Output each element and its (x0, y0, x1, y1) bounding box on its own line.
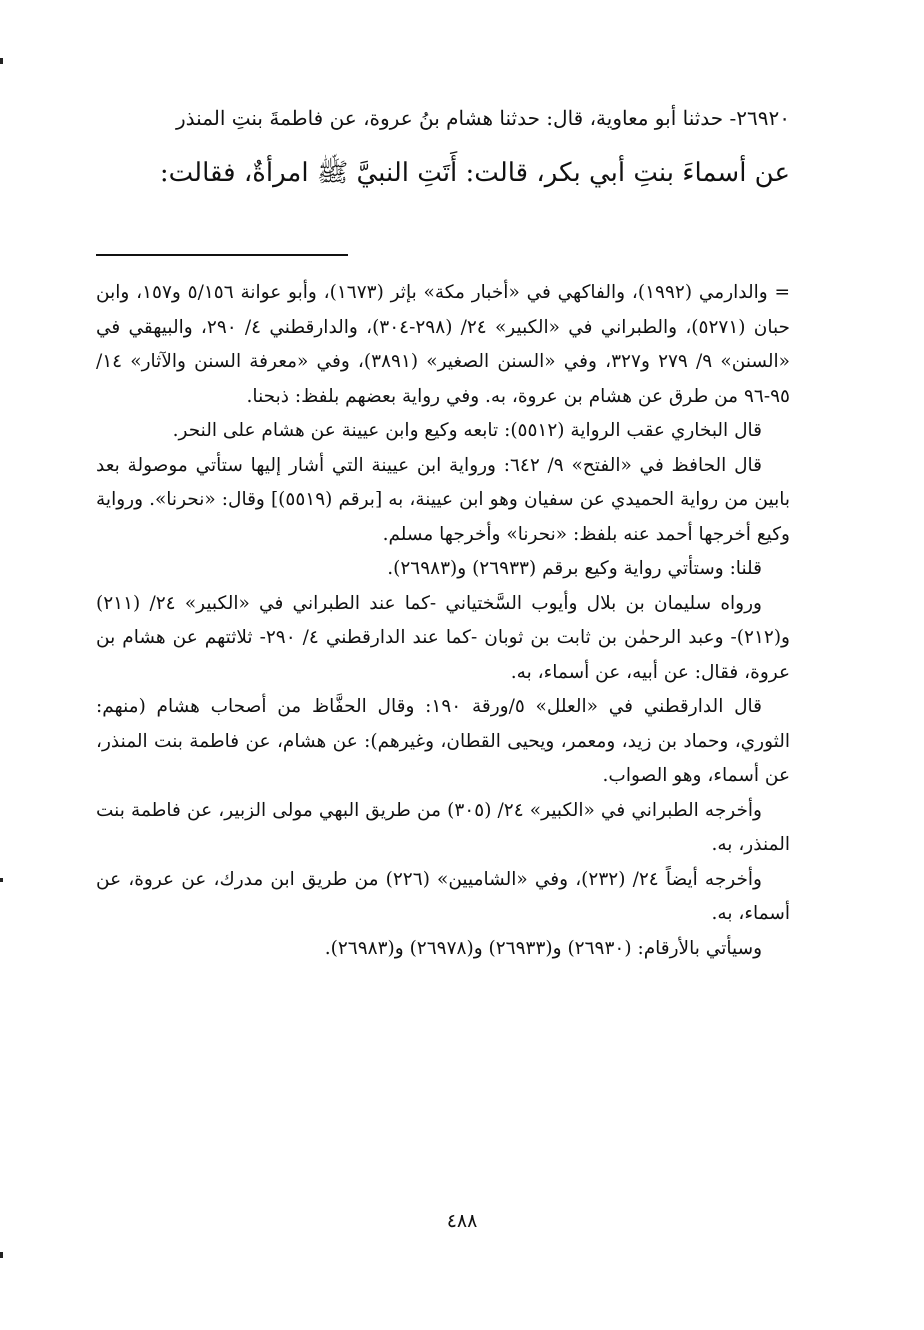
footnote-separator (96, 254, 348, 256)
page-number: ٤٨٨ (446, 1210, 478, 1232)
footnote-paragraph: قال البخاري عقب الرواية (٥٥١٢): تابعه وكيع وابن عيينة عن هشام على النحر. (172, 420, 762, 441)
scan-edge-mark (0, 58, 3, 64)
hadith-isnad: ٢٦٩٢٠- حدثنا أبو معاوية، قال: حدثنا هشام بنُ عروة، عن فاطمةَ بنتِ المنذر (176, 106, 790, 130)
footnote-paragraph: قال الدارقطني في «العلل» ٥/ورقة ١٩٠: وقال الحفَّاظ من أصحاب هشام (منهم: الثوري، وحماد بن زيد، ومعمر، ويحيى القطان، وغيرهم): عن هشام، عن فاطمة بنت المنذر، عن أسماء، وهو الصواب. (96, 696, 790, 786)
scan-edge-mark (0, 1252, 3, 1258)
footnote-paragraph: وسيأتي بالأرقام: (٢٦٩٣٠) و(٢٦٩٣٣) و(٢٦٩٧٨) و(٢٦٩٨٣). (324, 937, 762, 959)
footnote-paragraph: قال الحافظ في «الفتح» ٩/ ٦٤٢: ورواية ابن عيينة التي أشار إليها ستأتي موصولة بعد بابين من رواية الحميدي عن سفيان وهو ابن عيينة، به [برقم (٥٥١٩)] وقال: «نحرنا». ورواية وكيع أخرجها أحمد عنه بلفظ: «نحرنا» وأخرجها مسلم. (96, 454, 790, 545)
footnotes (96, 256, 790, 966)
footnote-paragraph: وأخرجه الطبراني في «الكبير» ٢٤/ (٣٠٥) من طريق البهي مولى الزبير، عن فاطمة بنت المنذر، به. (96, 799, 790, 855)
footnote-paragraph: قلنا: وستأتي رواية وكيع برقم (٢٦٩٣٣) و(٢٦٩٨٣). (387, 558, 762, 579)
scan-edge-mark (0, 878, 3, 882)
hadith-matn: عن أسماءَ بنتِ أبي بكر، قالت: أَتَتِ النبيَّ ﷺ امرأةٌ، فقالت: (159, 158, 790, 188)
footnote-paragraph: = والدارمي (١٩٩٢)، والفاكهي في «أخبار مكة» بإثر (١٦٧٣)، وأبو عوانة ٥/١٥٦ و١٥٧، وابن حبان (٥٢٧١)، والطبراني في «الكبير» ٢٤/ (٢٩٨-٣٠٤)، والدارقطني ٤/ ٢٩٠، والبيهقي في «السنن» ٩/ ٢٧٩ و٣٢٧، وفي «السنن الصغير» (٣٨٩١)، وفي «معرفة السنن والآثار» ١٤/ ٩٥-٩٦ من طرق عن هشام بن عروة، به. وفي رواية بعضهم بلفظ: ذبحنا. (96, 282, 790, 407)
page-content (96, 96, 790, 966)
footnote-paragraph: ورواه سليمان بن بلال وأيوب السَّختياني -كما عند الطبراني في «الكبير» ٢٤/ (٢١١) و(٢١٢)- وعبد الرحمٰن بن ثابت بن ثوبان -كما عند الدارقطني ٤/ ٢٩٠- ثلاثتهم عن هشام بن عروة، فقال: عن أبيه، عن أسماء، به. (96, 592, 790, 683)
footnote-paragraph: وأخرجه أيضاً ٢٤/ (٢٣٢)، وفي «الشاميين» (٢٢٦) من طريق ابن مدرك، عن عروة، عن أسماء، به. (96, 868, 790, 924)
